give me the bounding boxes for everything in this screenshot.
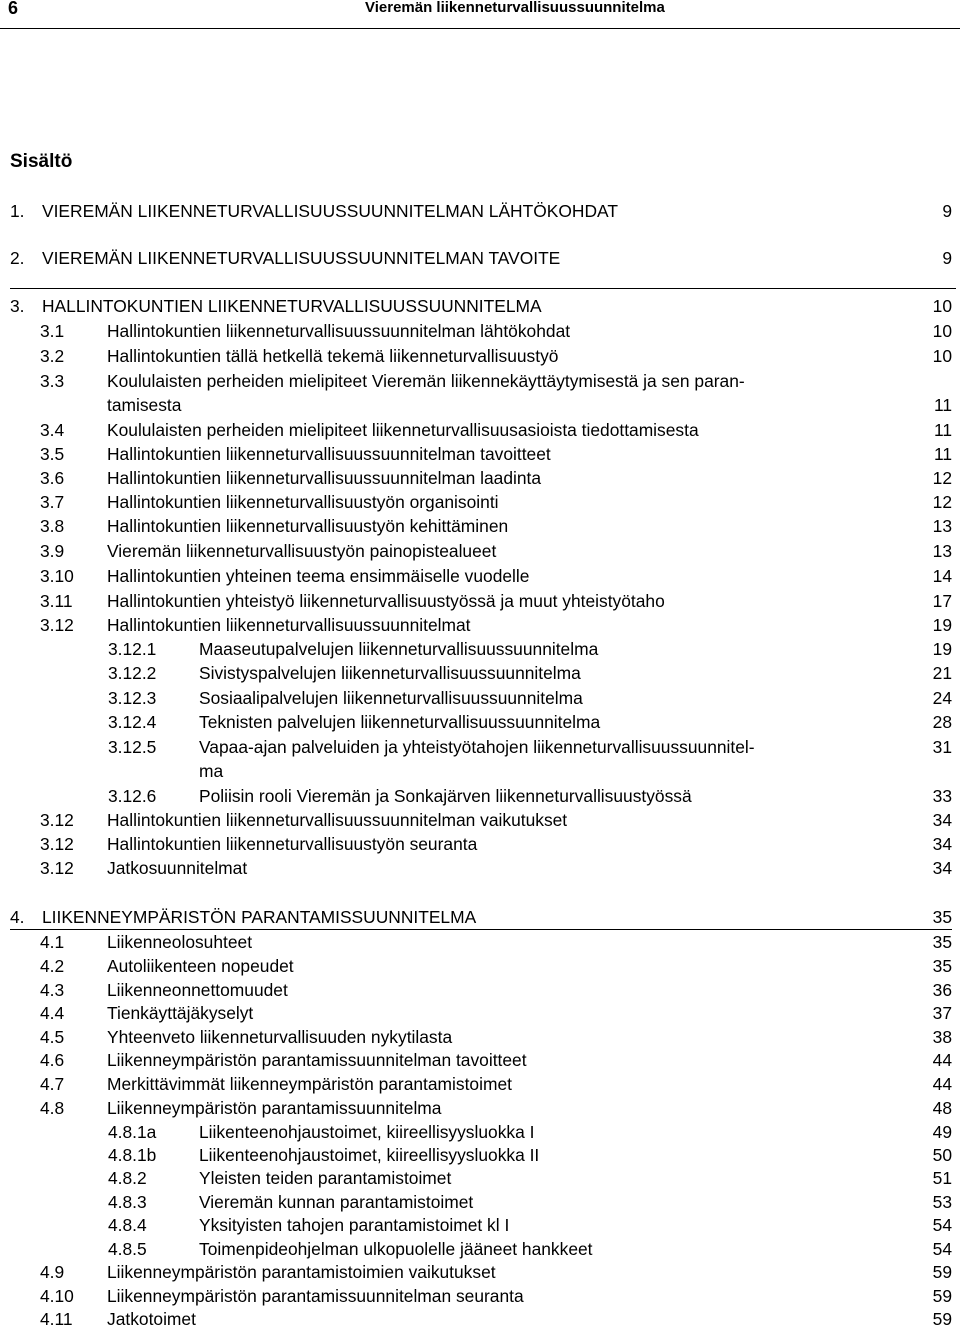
toc-entry-title: Hallintokuntien liikenneturvallisuussuunnitelman vaikutukset (107, 810, 568, 830)
toc-entry[interactable] (40, 564, 952, 588)
toc-entry-title: VIEREMÄN LIIKENNETURVALLISUUSSUUNNITELMAN TAVOITE (42, 248, 561, 268)
toc-entry-number: 4.5 (40, 1027, 65, 1047)
toc-entry-number: 3.10 (40, 566, 74, 586)
toc-entry[interactable] (108, 1143, 952, 1167)
toc-entry-title: Liikenneympäristön parantamissuunnitelma (107, 1098, 442, 1118)
toc-entry-number: 3. (10, 296, 25, 316)
toc-entry-title: Koululaisten perheiden mielipiteet liikenneturvallisuusasioista tiedottamisesta (107, 420, 699, 440)
toc-entry-page: 33 (932, 786, 952, 806)
toc-entry-title: Liikenneympäristön parantamissuunnitelman tavoitteet (107, 1050, 527, 1070)
toc-entry[interactable] (40, 613, 952, 637)
toc-entry[interactable] (40, 539, 952, 563)
toc-entry[interactable] (108, 735, 952, 759)
toc-entry-title: Yleisten teiden parantamistoimet (199, 1168, 452, 1188)
toc-entry-title: Liikenneympäristön parantamissuunnitelman seuranta (107, 1286, 524, 1306)
toc-entry[interactable] (40, 344, 952, 368)
toc-entry-number: 3.12 (40, 858, 74, 878)
toc-entry-title: Vapaa-ajan palveluiden ja yhteistyötahojen liikenneturvallisuussuunnitel- (199, 737, 755, 757)
toc-entry-page: 37 (932, 1003, 952, 1023)
toc-entry-title: Teknisten palvelujen liikenneturvallisuussuunnitelma (199, 712, 601, 732)
toc-entry[interactable] (108, 686, 952, 710)
toc-entry[interactable] (40, 1072, 952, 1096)
toc-entry-page: 31 (932, 737, 952, 757)
toc-entry-number: 3.12.1 (108, 639, 157, 659)
toc-entry[interactable] (40, 319, 952, 343)
toc-entry-number: 3.6 (40, 468, 65, 488)
toc-entry-number: 4.6 (40, 1050, 65, 1070)
toc-entry-title: Sosiaalipalvelujen liikenneturvallisuussuunnitelma (199, 688, 583, 708)
toc-entry-title: Merkittävimmät liikenneympäristön parantamistoimet (107, 1074, 512, 1094)
toc-entry[interactable] (40, 930, 952, 954)
toc-entry-page: 51 (932, 1168, 952, 1188)
toc-entry-page: 11 (933, 444, 952, 464)
toc-entry[interactable] (40, 1048, 952, 1072)
toc-entry-page: 53 (932, 1192, 952, 1212)
toc-entry-page: 34 (932, 834, 952, 854)
toc-entry-number: 4.8.3 (108, 1192, 147, 1212)
toc-entry-title: Hallintokuntien liikenneturvallisuustyön kehittäminen (107, 516, 509, 536)
toc-entry[interactable] (10, 294, 952, 318)
toc-entry[interactable] (40, 1025, 952, 1049)
toc-entry-page: 59 (932, 1286, 952, 1306)
toc-entry[interactable] (108, 1120, 952, 1144)
toc-entry[interactable] (108, 1190, 952, 1214)
toc-entry-number: 3.4 (40, 420, 65, 440)
toc-entry-title: Liikenteenohjaustoimet, kiireellisyysluokka II (199, 1145, 540, 1165)
toc-entry[interactable] (40, 954, 952, 978)
toc-entry-continuation (40, 393, 952, 417)
toc-entry-page: 38 (932, 1027, 952, 1047)
toc-entry[interactable] (108, 1213, 952, 1237)
toc-entry-title: Yksityisten tahojen parantamistoimet kl I (199, 1215, 510, 1235)
toc-entry-title: Vieremän kunnan parantamistoimet (199, 1192, 474, 1212)
toc-entry-number: 4.9 (40, 1262, 65, 1282)
toc-entry-title: Liikenneonnettomuudet (107, 980, 288, 1000)
toc-entry[interactable] (40, 466, 952, 490)
toc-entry-title: Tienkäyttäjäkyselyt (107, 1003, 254, 1023)
toc-entry-title: Hallintokuntien liikenneturvallisuussuunnitelman tavoitteet (107, 444, 551, 464)
toc-entry[interactable] (108, 1237, 952, 1261)
toc-entry[interactable] (108, 784, 952, 808)
toc-entry-number: 1. (10, 201, 25, 221)
toc-entry-number: 4.11 (40, 1309, 73, 1329)
toc-entry-number: 3.12 (40, 834, 74, 854)
toc-entry-page: 34 (932, 858, 952, 878)
toc-entry-title: Hallintokuntien yhteinen teema ensimmäiselle vuodelle (107, 566, 530, 586)
toc-entry-title: Maaseutupalvelujen liikenneturvallisuussuunnitelma (199, 639, 599, 659)
toc-entry[interactable] (108, 710, 952, 734)
toc-entry[interactable] (40, 1001, 952, 1025)
toc-entry-title: Koululaisten perheiden mielipiteet Vieremän liikennekäyttäytymisestä ja sen paran- (107, 371, 745, 391)
toc-entry-number: 3.12.3 (108, 688, 157, 708)
toc-entry-title: Jatkotoimet (107, 1309, 196, 1329)
toc-entry-page: 49 (932, 1122, 952, 1142)
toc-entry-continuation (108, 759, 952, 783)
toc-entry-number: 4.10 (40, 1286, 74, 1306)
toc-entry-number: 3.12.4 (108, 712, 157, 732)
toc-entry-number: 4.8.4 (108, 1215, 147, 1235)
toc-entry-number: 3.12.2 (108, 663, 157, 683)
toc-entry-number: 3.1 (40, 321, 65, 341)
toc-entry-page: 19 (932, 615, 952, 635)
toc-entry[interactable] (40, 514, 952, 538)
toc-entry-title: Sivistyspalvelujen liikenneturvallisuussuunnitelma (199, 663, 581, 683)
toc-entry-number: 4.4 (40, 1003, 65, 1023)
toc-entry[interactable] (10, 199, 952, 223)
toc-entry-page: 59 (932, 1262, 952, 1282)
toc-entry-page: 28 (932, 712, 952, 732)
toc-entry-title: Hallintokuntien liikenneturvallisuussuunnitelman laadinta (107, 468, 542, 488)
toc-entry-page: 35 (932, 932, 952, 952)
toc-entry-page: 35 (932, 907, 952, 927)
toc-entry-page: 34 (932, 810, 952, 830)
toc-entry[interactable] (40, 978, 952, 1002)
toc-entry-page: 11 (933, 395, 952, 415)
toc-entry-title: Toimenpideohjelman ulkopuolelle jääneet hankkeet (199, 1239, 593, 1259)
toc-entry-number: 3.7 (40, 492, 65, 512)
toc-entry[interactable] (108, 1166, 952, 1190)
toc-entry[interactable] (40, 1096, 952, 1120)
toc-entry-page: 44 (932, 1074, 952, 1094)
toc-entry-page: 9 (942, 248, 952, 268)
toc-entry-page: 19 (932, 639, 952, 659)
toc-entry-page: 10 (932, 321, 952, 341)
toc-entry-number: 2. (10, 248, 25, 268)
toc-entry-title-continuation: ma (199, 761, 224, 781)
toc-entry-number: 4.2 (40, 956, 65, 976)
toc-entry-number: 4.8.5 (108, 1239, 147, 1259)
toc-entry-number: 4. (10, 907, 25, 927)
toc-entry-page: 12 (932, 468, 952, 488)
toc-entry-page: 17 (932, 591, 952, 611)
toc-entry-number: 3.3 (40, 371, 65, 391)
toc-entry-number: 3.8 (40, 516, 65, 536)
toc-entry-page: 13 (932, 541, 952, 561)
toc-entry-number: 3.12 (40, 615, 74, 635)
toc-entry[interactable] (40, 1260, 952, 1284)
toc-entry-title: Hallintokuntien liikenneturvallisuustyön seuranta (107, 834, 478, 854)
toc-entry-page: 54 (932, 1215, 952, 1235)
toc-entry-page: 11 (933, 420, 952, 440)
page-number: 6 (8, 0, 19, 18)
toc-entry-title: Liikenneympäristön parantamistoimien vaikutukset (107, 1262, 496, 1282)
toc-entry-page: 50 (932, 1145, 952, 1165)
toc-entry[interactable] (40, 1284, 952, 1308)
toc-entry-number: 4.8.2 (108, 1168, 147, 1188)
toc-entry[interactable] (10, 246, 952, 270)
toc-entry-title: Autoliikenteen nopeudet (107, 956, 294, 976)
toc-entry-page: 9 (942, 201, 952, 221)
toc-entry-title-continuation: tamisesta (107, 395, 182, 415)
toc-entry-number: 4.7 (40, 1074, 65, 1094)
toc-entry-page: 54 (932, 1239, 952, 1259)
toc-entry-page: 14 (932, 566, 952, 586)
toc-entry-title: Hallintokuntien liikenneturvallisuustyön organisointi (107, 492, 499, 512)
toc-entry[interactable] (40, 832, 952, 856)
toc-entry[interactable] (40, 442, 952, 466)
toc-entry-page: 44 (932, 1050, 952, 1070)
toc-entry-title: Poliisin rooli Vieremän ja Sonkajärven liikenneturvallisuustyössä (199, 786, 692, 806)
toc-entry-page: 10 (932, 346, 952, 366)
toc-entry-page: 35 (932, 956, 952, 976)
toc-entry-title: Liikenteenohjaustoimet, kiireellisyysluokka I (199, 1122, 535, 1142)
toc-entry-title: Hallintokuntien liikenneturvallisuussuunnitelman lähtökohdat (107, 321, 571, 341)
toc-entry[interactable] (40, 856, 952, 880)
toc-entry-title: Hallintokuntien yhteistyö liikenneturvallisuustyössä ja muut yhteistyötaho (107, 591, 665, 611)
toc-entry-title: Yhteenveto liikenneturvallisuuden nykytilasta (107, 1027, 453, 1047)
toc-entry[interactable] (40, 808, 952, 832)
toc-entry[interactable] (108, 661, 952, 685)
toc-entry-number: 4.8.1a (108, 1122, 157, 1142)
toc-entry-title: Vieremän liikenneturvallisuustyön painopistealueet (107, 541, 497, 561)
toc-entry-title: LIIKENNEYMPÄRISTÖN PARANTAMISSUUNNITELMA (42, 907, 477, 927)
toc-entry-page: 13 (932, 516, 952, 536)
toc-title: Sisältö (10, 151, 73, 172)
toc-entry-title: HALLINTOKUNTIEN LIIKENNETURVALLISUUSSUUNNITELMA (42, 296, 542, 316)
toc-entry-number: 3.2 (40, 346, 65, 366)
running-header: Vieremän liikenneturvallisuussuunnitelma (365, 0, 665, 16)
toc-entry-title: Liikenneolosuhteet (107, 932, 253, 952)
toc-entry-title: Hallintokuntien liikenneturvallisuussuunnitelmat (107, 615, 471, 635)
toc-entry-page: 24 (932, 688, 952, 708)
toc-entry-title: Jatkosuunnitelmat (107, 858, 248, 878)
toc-entry-page: 48 (932, 1098, 952, 1118)
toc-entry-number: 3.12.5 (108, 737, 157, 757)
toc-entry[interactable] (10, 905, 952, 930)
toc-entry[interactable] (40, 589, 952, 613)
toc-entry-number: 4.8 (40, 1098, 65, 1118)
toc-entry-number: 4.8.1b (108, 1145, 157, 1165)
toc-entry-number: 3.9 (40, 541, 65, 561)
toc-entry-number: 3.12.6 (108, 786, 157, 806)
toc-entry[interactable] (40, 490, 952, 514)
toc-entry-number: 4.3 (40, 980, 65, 1000)
toc-entry-page: 36 (932, 980, 952, 1000)
toc-entry-title: Hallintokuntien tällä hetkellä tekemä liikenneturvallisuustyö (107, 346, 559, 366)
toc-entry-number: 3.5 (40, 444, 65, 464)
toc-entry-page: 10 (932, 296, 952, 316)
toc-entry-number: 3.12 (40, 810, 74, 830)
toc-entry-title: VIEREMÄN LIIKENNETURVALLISUUSSUUNNITELMAN LÄHTÖKOHDAT (42, 201, 618, 221)
toc-entry-page: 59 (932, 1309, 952, 1329)
toc-entry[interactable] (40, 1307, 952, 1331)
toc-entry-page: 12 (932, 492, 952, 512)
toc-entry[interactable] (40, 418, 952, 442)
toc-entry-number: 4.1 (40, 932, 65, 952)
toc-entry-number: 3.11 (40, 591, 73, 611)
toc-entry-page: 21 (932, 663, 952, 683)
toc-entry[interactable] (108, 637, 952, 661)
